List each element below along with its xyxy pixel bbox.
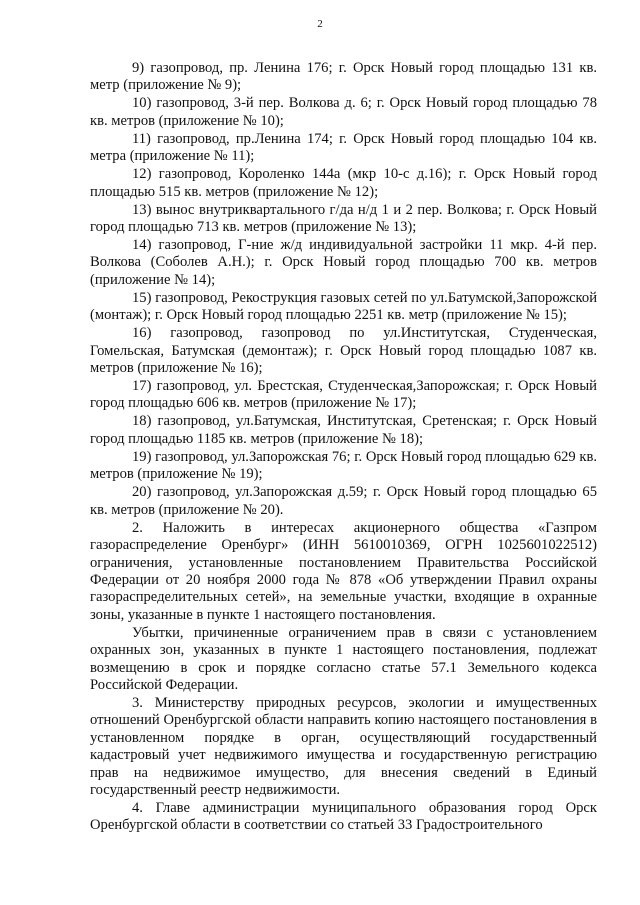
list-item-10: 10) газопровод, 3-й пер. Волкова д. 6; г. Орск Новый город площадью 78 кв. метров (приложение № 10); bbox=[90, 95, 597, 129]
list-item-9: 9) газопровод, пр. Ленина 176; г. Орск Новый город площадью 131 кв. метр (приложение № 9); bbox=[90, 60, 597, 94]
document-body bbox=[90, 60, 597, 835]
clause-3: 3. Министерству природных ресурсов, экологии и имущественных отношений Оренбургской области направить копию настоящего постановления в установленном порядке в орган, осуществляющий государственный кадастровый учет недвижимого имущества и государственную регистрацию прав на недвижимое имущество, для внесения сведений в Единый государственный реестр недвижимости. bbox=[90, 694, 597, 798]
list-item-16: 16) газопровод, газопровод по ул.Институтская, Студенческая, Гомельская, Батумская (демонтаж); г. Орск Новый город площадью 1087 кв. метров (приложение № 16); bbox=[90, 325, 597, 377]
clause-4: 4. Главе администрации муниципального образования город Орск Оренбургской области в соответствии со статьей 33 Градостроительного bbox=[90, 799, 597, 834]
list-item-15: 15) газопровод, Рекострукция газовых сетей по ул.Батумской,Запорожской (монтаж); г. Орск Новый город площадью 2251 кв. метр (приложение № 15); bbox=[90, 289, 597, 324]
list-item-11: 11) газопровод, пр.Ленина 174; г. Орск Новый город площадью 104 кв. метра (приложение № 11); bbox=[90, 130, 597, 165]
list-item-19: 19) газопровод, ул.Запорожская 76; г. Орск Новый город площадью 629 кв. метров (приложение № 19); bbox=[90, 448, 597, 483]
list-item-20: 20) газопровод, ул.Запорожская д.59; г. Орск Новый город площадью 65 кв. метров (приложение № 20). bbox=[90, 484, 597, 518]
list-item-13: 13) вынос внутриквартального г/да н/д 1 и 2 пер. Волкова; г. Орск Новый город площадью 713 кв. метров (приложение № 13); bbox=[90, 201, 597, 236]
list-item-12: 12) газопровод, Короленко 144а (мкр 10-с д.16); г. Орск Новый город площадью 515 кв. метров (приложение № 12); bbox=[90, 166, 597, 200]
list-item-14: 14) газопровод, Г-ние ж/д индивидуальной застройки 11 мкр. 4-й пер. Волкова (Соболев А.Н.); г. Орск Новый город площадью 700 кв. метров (приложение № 14); bbox=[90, 237, 597, 288]
list-item-17: 17) газопровод, ул. Брестская, Студенческая,Запорожская; г. Орск Новый город площадью 606 кв. метров (приложение № 17); bbox=[90, 378, 597, 412]
clause-2: 2. Наложить в интересах акционерного общества «Газпром газораспределение Оренбург» (ИНН 5610010369, ОГРН 1025601022512) ограничения, установленные постановлением Правительства Российской Федерации от 20 ноября 2000 года № 878 «Об утверждении Правил охраны газораспределительных сетей», на земельные участки, входящие в охранные зоны, указанные в пункте 1 настоящего постановления. bbox=[90, 519, 597, 623]
list-item-18: 18) газопровод, ул.Батумская, Институтская, Сретенская; г. Орск Новый город площадью 1185 кв. метров (приложение № 18); bbox=[90, 413, 597, 447]
page-number: 2 bbox=[317, 18, 323, 30]
clause-2-damages: Убытки, причиненные ограничением прав в связи с установлением охранных зон, указанных в пункте 1 настоящего постановления, подлежат возмещению в срок и порядке согласно статье 57.1 Земельного кодекса Российской Федерации. bbox=[90, 624, 597, 693]
